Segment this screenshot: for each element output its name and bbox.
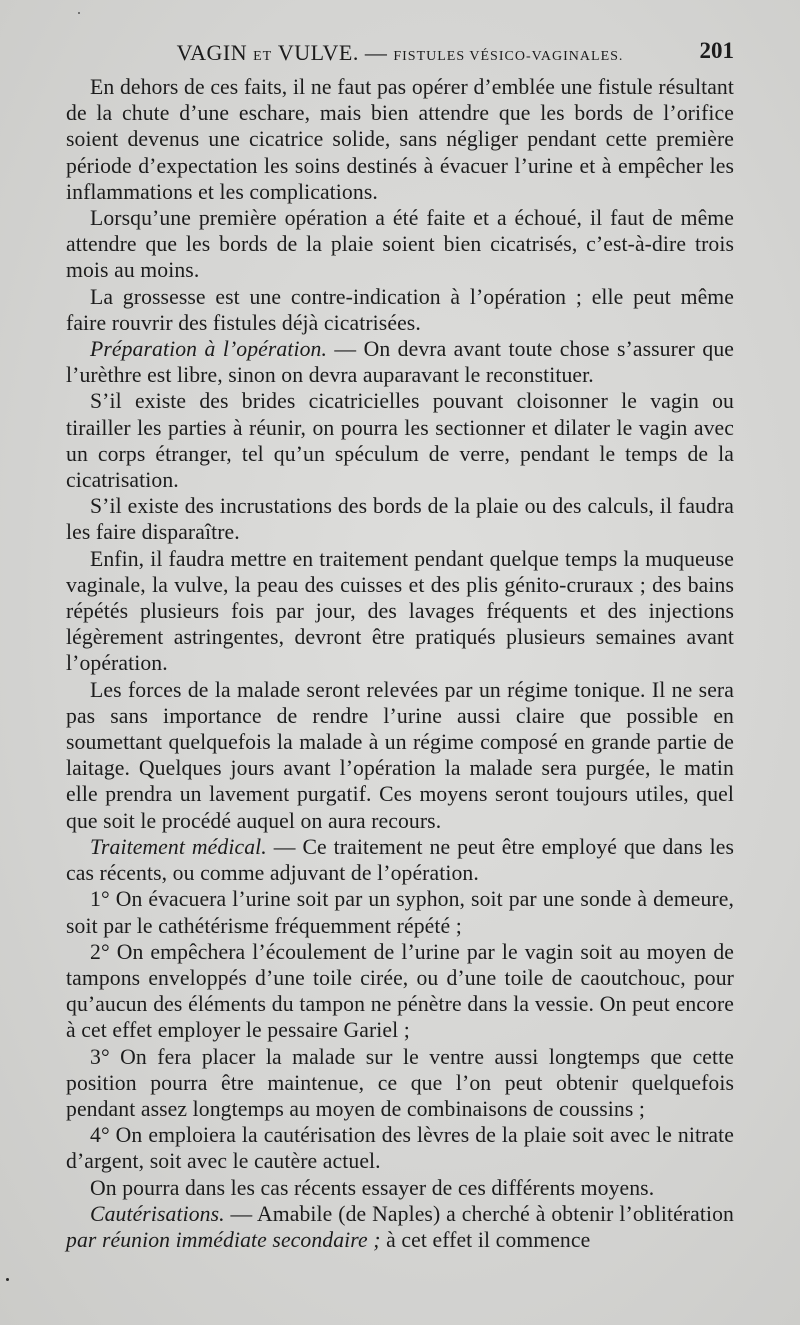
scan-speck (78, 12, 80, 14)
paragraph-text: Les forces de la malade seront relevées par un régime tonique. Il ne sera pas sans importance de rendre l’urine aussi claire que possible en soumettant quelquefois la malade à un régime composé en grande partie de laitage. Quelques jours avant l’opération la malade sera purgée, le matin elle prendra un lavement purgatif. Ces moyens seront toujours utiles, quel que soit le procédé auquel on aura recours. (66, 677, 734, 833)
body-text (66, 74, 734, 1253)
paragraph-text: Enfin, il faudra mettre en traitement pendant quelque temps la muqueuse vaginale, la vulve, la peau des cuisses et des plis génito-cruraux ; des bains répétés plusieurs fois par jour, des lavages fréquents et des injections légèrement astringentes, devront être pratiqués plusieurs semaines avant l’opération. (66, 546, 734, 676)
title-vulve: VULVE. (277, 40, 359, 65)
running-title (66, 40, 734, 66)
section-heading-cauterisations: Cautérisations. (90, 1201, 225, 1226)
paragraph-text: Lorsqu’une première opération a été faite et a échoué, il faut de même attendre que les bords de la plaie soient bien cicatrisés, c’est-à-dire trois mois au moins. (66, 206, 734, 283)
paragraph-text: 3° On fera placer la malade sur le ventre aussi longtemps que cette position pourra être maintenue, ce que l’on peut obtenir quelquefois pendant assez longtemps au moyen de combinaisons de coussins ; (66, 1044, 734, 1121)
paragraph-text: 2° On empêchera l’écoulement de l’urine par le vagin soit au moyen de tampons enveloppés d’une toile cirée, ou d’une toile de caoutchouc, pour qu’aucun des éléments du tampon ne pénètre dans la vessie. On peut encore à cet effet employer le pessaire Gariel ; (66, 939, 734, 1043)
page-number: 201 (699, 38, 734, 63)
scan-speck (6, 1278, 9, 1281)
paragraph-text: à cet effet il commence (380, 1227, 591, 1252)
section-heading-preparation: Préparation à l’opération. (90, 337, 328, 362)
paragraph-3 (66, 284, 734, 336)
paragraph-text: 4° On emploiera la cautérisation des lèvres de la plaie soit avec le nitrate d’argent, soit avec le cautère actuel. (66, 1123, 734, 1174)
italic-phrase: par réunion immédiate secondaire ; (66, 1227, 381, 1252)
paragraph-8 (66, 677, 734, 834)
paragraph-text: En dehors de ces faits, il ne faut pas opérer d’emblée une fistule résultant de la chute d’une eschare, mais bien attendre que les bords de l’orifice soient devenus une cicatrice solide, sans négliger pendant cette première période d’expectation les soins destinés à évacuer l’urine et à empêcher les inflammations et les complications. (66, 75, 734, 204)
paragraph-text: 1° On évacuera l’urine soit par un syphon, soit par une sonde à demeure, soit par le cathétérisme fréquemment répété ; (66, 887, 734, 938)
paragraph-2 (66, 205, 734, 284)
paragraph-14 (66, 1175, 734, 1201)
section-heading-traitement: Traitement médical. (90, 834, 267, 859)
paragraph-7 (66, 546, 734, 677)
title-dash: — (364, 40, 388, 65)
paragraph-preparation (66, 336, 734, 388)
paragraph-text: — On devra avant toute chose s’assurer que l’urèthre est libre, sinon on devra auparavant le reconstituer. (66, 337, 734, 388)
paragraph-text: — Ce traitement ne peut être employé que dans les cas récents, ou comme adjuvant de l’opération. (66, 834, 734, 886)
paragraph-1 (66, 74, 734, 205)
paragraph-text: S’il existe des incrustations des bords de la plaie ou des calculs, il faudra les faire disparaître. (66, 494, 734, 545)
list-item-3 (66, 1044, 734, 1123)
title-et: ET (253, 49, 273, 64)
paragraph-text: S’il existe des brides cicatricielles pouvant cloisonner le vagin ou tirailler les parties à réunir, on pourra les sectionner et dilater le vagin avec un corps étranger, tel qu’un spéculum de verre, pendant le temps de la cicatrisation. (66, 389, 734, 493)
title-vagin: VAGIN (176, 40, 248, 65)
paragraph-6 (66, 493, 734, 545)
paragraph-text: La grossesse est une contre-indication à l’opération ; elle peut même faire rouvrir des fistules déjà cicatrisées. (66, 284, 734, 335)
paragraph-text: On pourra dans les cas récents essayer de ces différents moyens. (90, 1175, 655, 1200)
running-head (66, 38, 734, 68)
paragraph-5 (66, 388, 734, 493)
title-section: FISTULES VÉSICO-VAGINALES. (393, 49, 624, 64)
paragraph-text: — Amabile (de Naples) a cherché à obtenir l’oblitération (224, 1201, 734, 1226)
list-item-2 (66, 939, 734, 1044)
paragraph-cauterisations (66, 1201, 734, 1253)
paragraph-traitement (66, 834, 734, 886)
list-item-4 (66, 1122, 734, 1174)
list-item-1 (66, 886, 734, 938)
